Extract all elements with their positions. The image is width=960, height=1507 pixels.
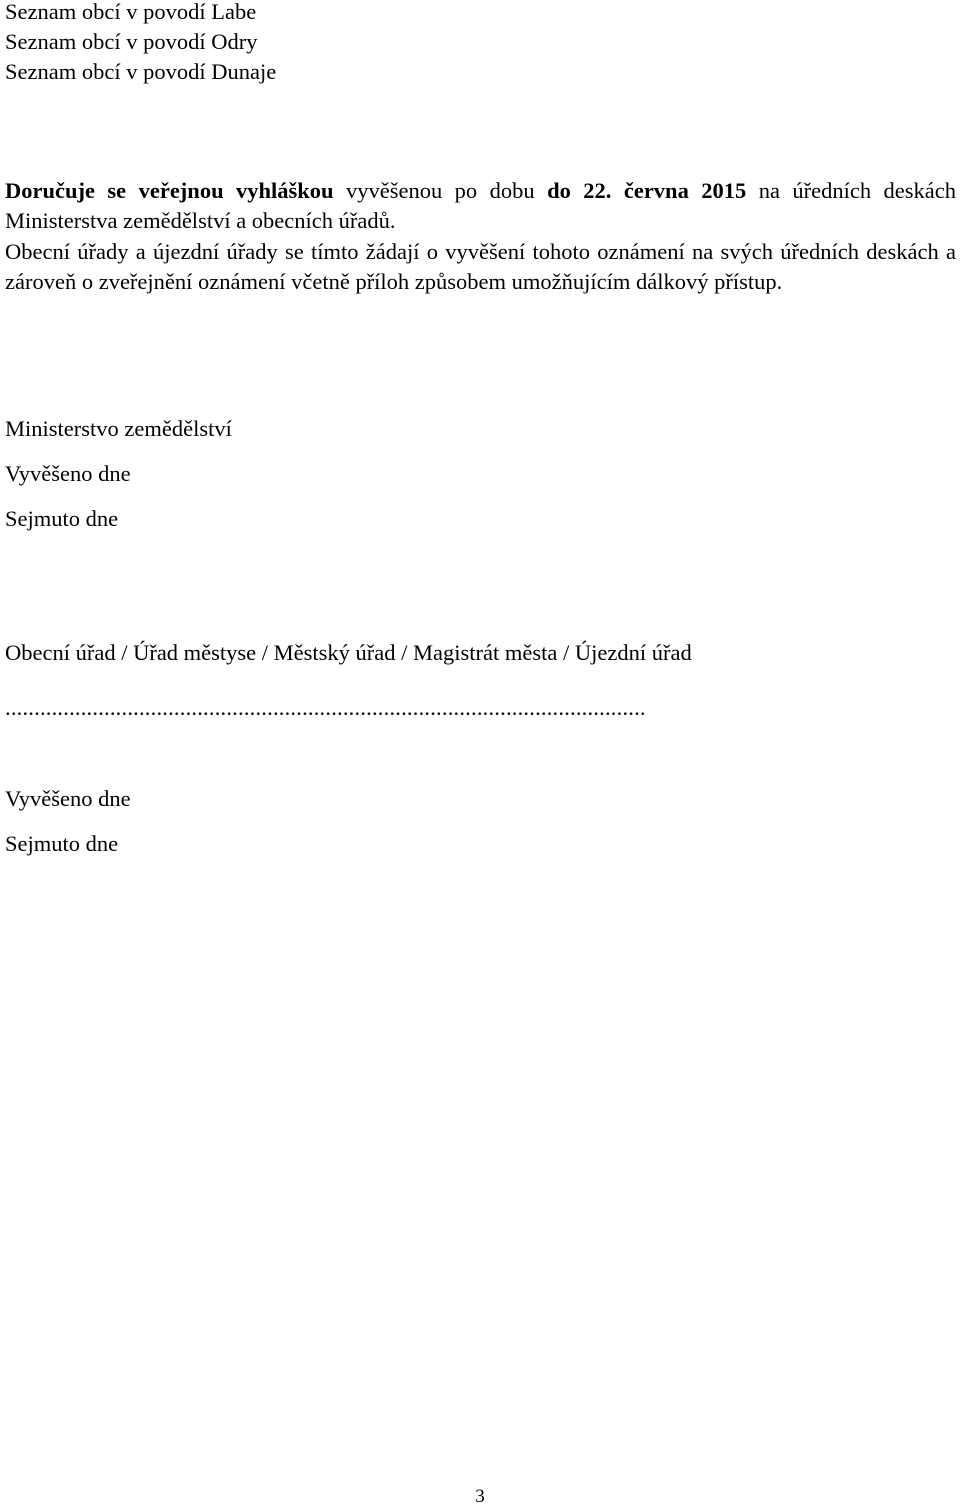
list-item-dunaje: Seznam obcí v povodí Dunaje [5,59,277,84]
list-item-odry: Seznam obcí v povodí Odry [5,29,258,54]
delivery-tail: na úředních deskách Ministerstva zemědělství a obecních úřadů. [5,178,957,233]
page-number: 3 [475,1486,485,1507]
municipal-offices-label: Obecní úřad / Úřad městyse / Městský úřad / Magistrát města / Újezdní úřad [5,640,692,665]
delivery-mid: vyvěšenou po dobu [333,178,548,203]
ministry-removed-label: Sejmuto dne [5,506,119,531]
list-item-labe: Seznam obcí v povodí Labe [5,0,257,24]
request-paragraph: Obecní úřady a újezdní úřady se tímto žádají o vyvěšení tohoto oznámení na svých úředních deskách a zároveň o zveřejnění oznámení včetně příloh způsobem umožňujícím dálkový přístup. [5,239,956,294]
delivery-lead: Doručuje se veřejnou vyhláškou [5,178,334,203]
delivery-paragraph [5,176,956,236]
municipal-removed-label: Sejmuto dne [5,831,119,856]
municipal-posted-label: Vyvěšeno dne [5,786,131,811]
ministry-name: Ministerstvo zemědělství [5,416,232,441]
municipal-dotted-line: .............................................................................................................. [5,695,646,720]
ministry-posted-label: Vyvěšeno dne [5,461,131,486]
delivery-date: do 22. června 2015 [547,178,747,203]
